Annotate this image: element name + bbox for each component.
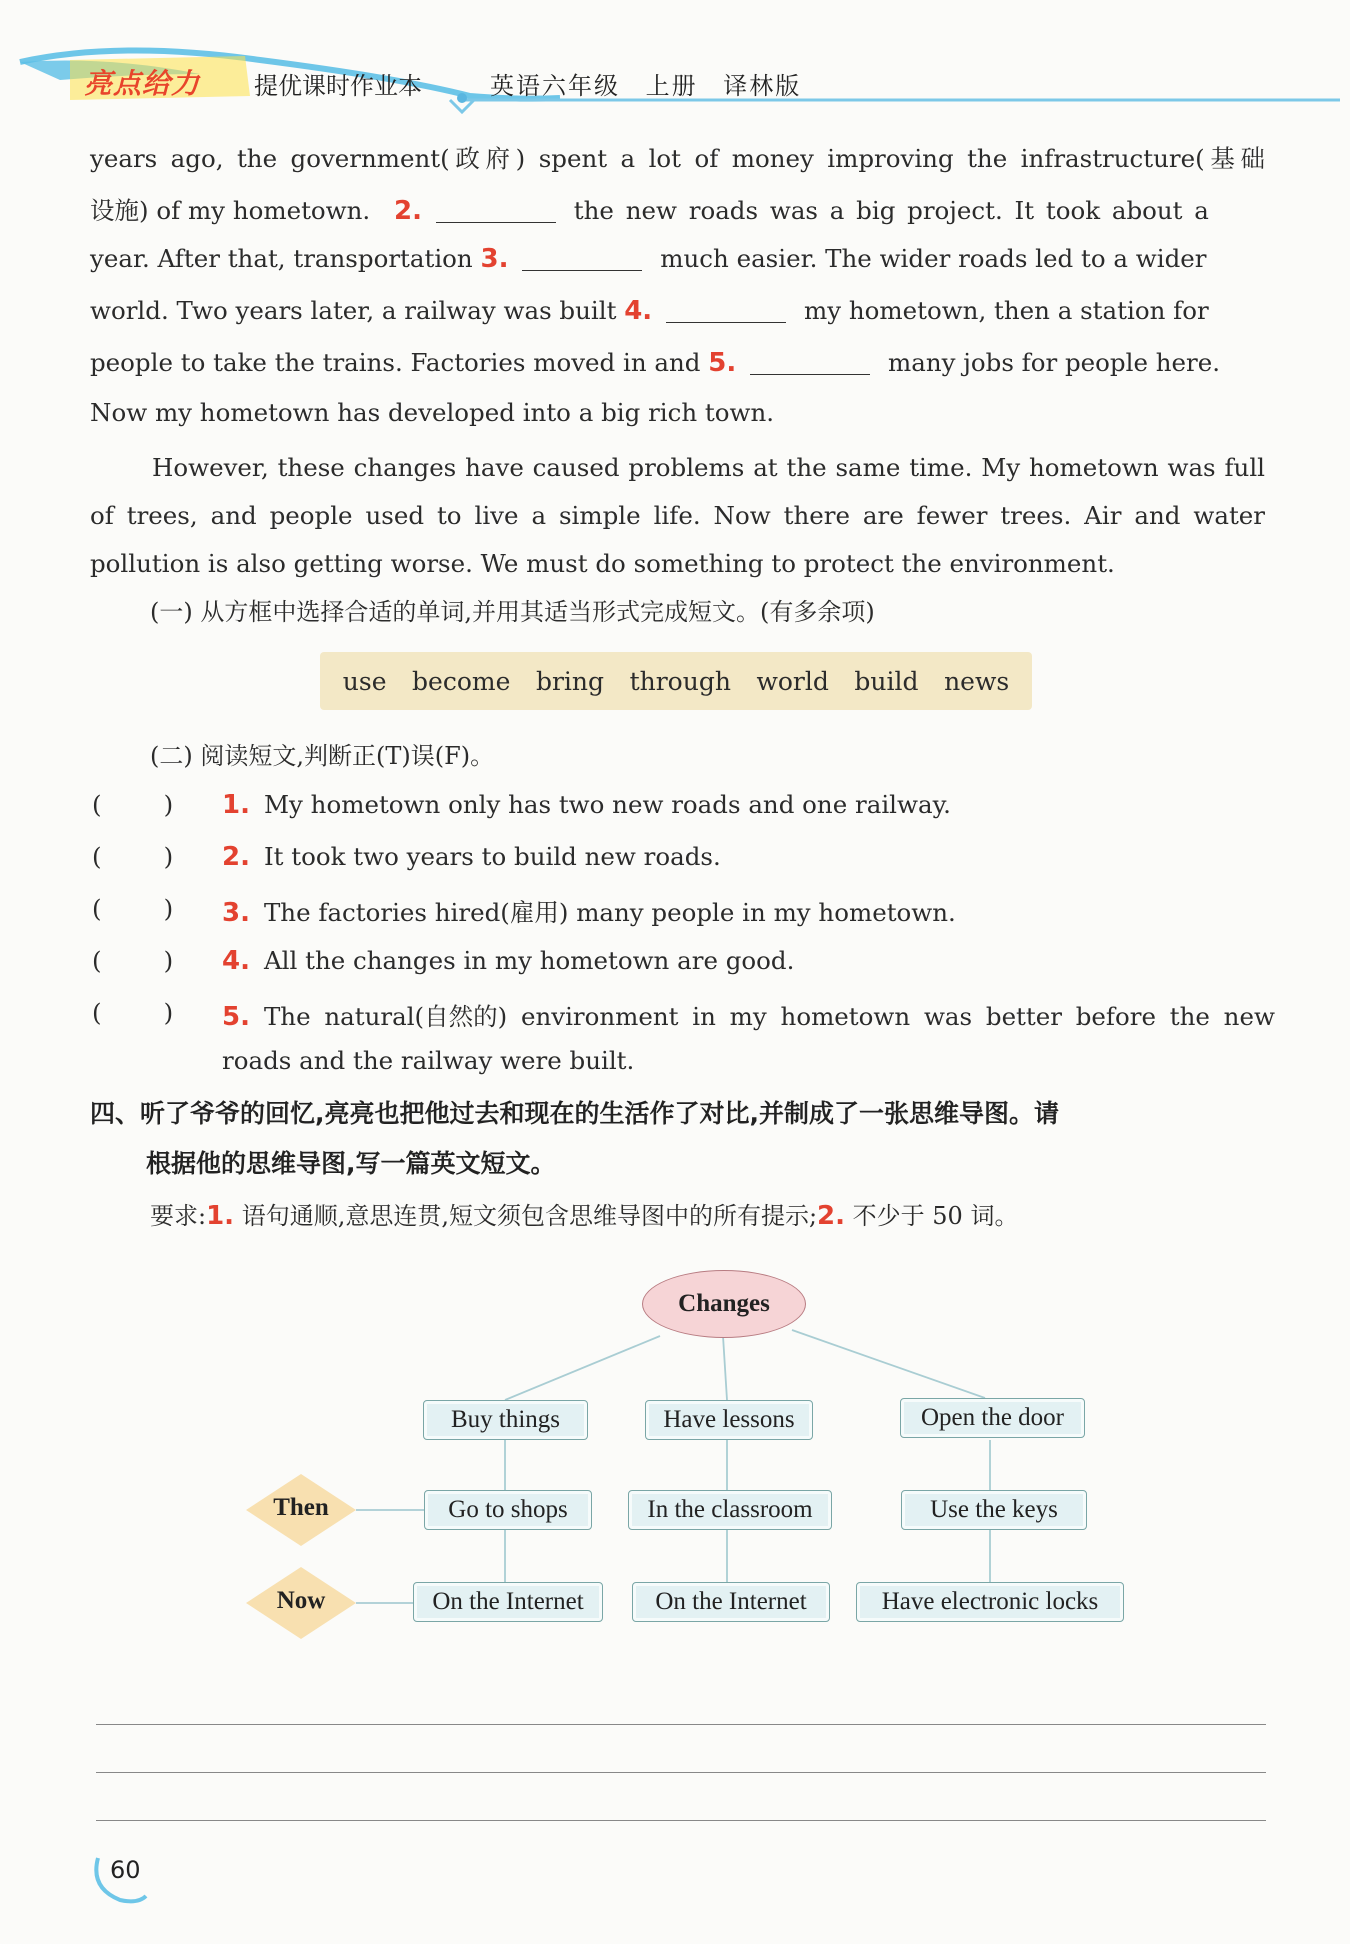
passage-text: year. After that, transportation xyxy=(90,244,473,273)
item-text: All the changes in my hometown are good. xyxy=(263,946,795,975)
item-text: The natural(自然的) environment in my hometown was better before the new xyxy=(263,1002,1275,1031)
word-option: world xyxy=(756,666,829,696)
item-text: My hometown only has two new roads and one railway. xyxy=(263,790,951,819)
page-number: 60 xyxy=(110,1856,141,1884)
task4-prompt-line-2: 根据他的思维导图,写一篇英文短文。 xyxy=(146,1149,556,1178)
task4-prompt-line-1: 四、听了爷爷的回忆,亮亮也把他过去和现在的生活作了对比,并制成了一张思维导图。请 xyxy=(90,1099,1059,1128)
now-label: Now xyxy=(276,1587,326,1614)
now-node-electronic-locks: Have electronic locks xyxy=(856,1582,1124,1622)
mindmap-center-node: Changes xyxy=(642,1270,806,1338)
writing-line[interactable] xyxy=(96,1772,1266,1773)
brand-logo-text: 亮点给力 xyxy=(84,67,201,100)
passage-text: people to take the trains. Factories moved in and xyxy=(90,348,701,377)
now-node-internet-shopping: On the Internet xyxy=(413,1582,603,1622)
blank-number: 4. xyxy=(624,296,653,326)
passage-line-1: years ago, the government(政府) spent a lot of money improving the infrastructure(基础 xyxy=(90,144,1265,173)
category-node-open-the-door: Open the door xyxy=(900,1398,1085,1438)
word-option: build xyxy=(854,666,919,696)
answer-paren[interactable]: ( ) xyxy=(92,842,174,871)
passage-text: the new roads was a big project. It took about a xyxy=(573,196,1209,225)
item-text: It took two years to build new roads. xyxy=(263,842,721,871)
word-option: bring xyxy=(535,666,605,696)
passage-line-6: Now my hometown has developed into a big rich town. xyxy=(90,398,775,427)
answer-paren[interactable]: ( ) xyxy=(92,946,174,975)
answer-paren[interactable]: ( ) xyxy=(92,894,174,923)
passage-text: much easier. The wider roads led to a wider xyxy=(660,244,1207,273)
then-node-shops: Go to shops xyxy=(424,1490,592,1530)
passage-text: many jobs for people here. xyxy=(888,348,1221,377)
item-number: 2. xyxy=(222,842,250,872)
req-number: 1. xyxy=(206,1201,235,1231)
item-number: 3. xyxy=(222,898,250,928)
answer-paren[interactable]: ( ) xyxy=(92,790,174,819)
tf-item-5-continued: roads and the railway were built. xyxy=(222,1046,635,1075)
then-label: Then xyxy=(273,1494,329,1521)
series-title: 提优课时作业本 xyxy=(254,72,422,100)
blank-number: 2. xyxy=(394,196,422,226)
req-label: 要求: xyxy=(150,1202,207,1230)
item-number: 1. xyxy=(222,790,250,820)
passage-text: world. Two years later, a railway was built xyxy=(90,296,617,325)
item-text: The factories hired(雇用) many people in my hometown. xyxy=(263,898,956,927)
writing-line[interactable] xyxy=(96,1724,1266,1725)
category-node-buy-things: Buy things xyxy=(423,1400,588,1440)
word-option: through xyxy=(629,666,731,696)
part1-instruction: (一) 从方框中选择合适的单词,并用其适当形式完成短文。(有多余项) xyxy=(150,598,875,626)
then-node-keys: Use the keys xyxy=(901,1490,1087,1530)
writing-line[interactable] xyxy=(96,1820,1266,1821)
now-node-internet-lessons: On the Internet xyxy=(632,1582,830,1622)
word-option: news xyxy=(944,666,1010,696)
word-option: use xyxy=(342,666,387,696)
answer-paren[interactable]: ( ) xyxy=(92,998,174,1027)
then-node-classroom: In the classroom xyxy=(628,1490,832,1530)
passage-text: 设施) of my hometown. xyxy=(90,196,371,225)
blank-number: 3. xyxy=(480,244,509,274)
item-number: 4. xyxy=(222,946,250,976)
category-node-have-lessons: Have lessons xyxy=(645,1400,813,1440)
item-number: 5. xyxy=(222,1002,250,1032)
req-text: 语句通顺,意思连贯,短文须包含思维导图中的所有提示; xyxy=(241,1202,818,1230)
passage-paragraph-2: However, these changes have caused problems at the same time. My hometown was full of trees, and people used to live a simple life. Now there are fewer trees. Air and water pollution is also getting worse. We must do something to protect the environment. xyxy=(90,453,1265,578)
part2-instruction: (二) 阅读短文,判断正(T)误(F)。 xyxy=(150,742,495,770)
req-number: 2. xyxy=(817,1201,846,1231)
passage-text: my hometown, then a station for xyxy=(803,296,1209,325)
word-option: become xyxy=(412,666,511,696)
blank-number: 5. xyxy=(708,348,737,378)
req-text: 不少于 50 词。 xyxy=(852,1202,1019,1230)
grade-label: 英语六年级 上册 译林版 xyxy=(490,72,802,100)
